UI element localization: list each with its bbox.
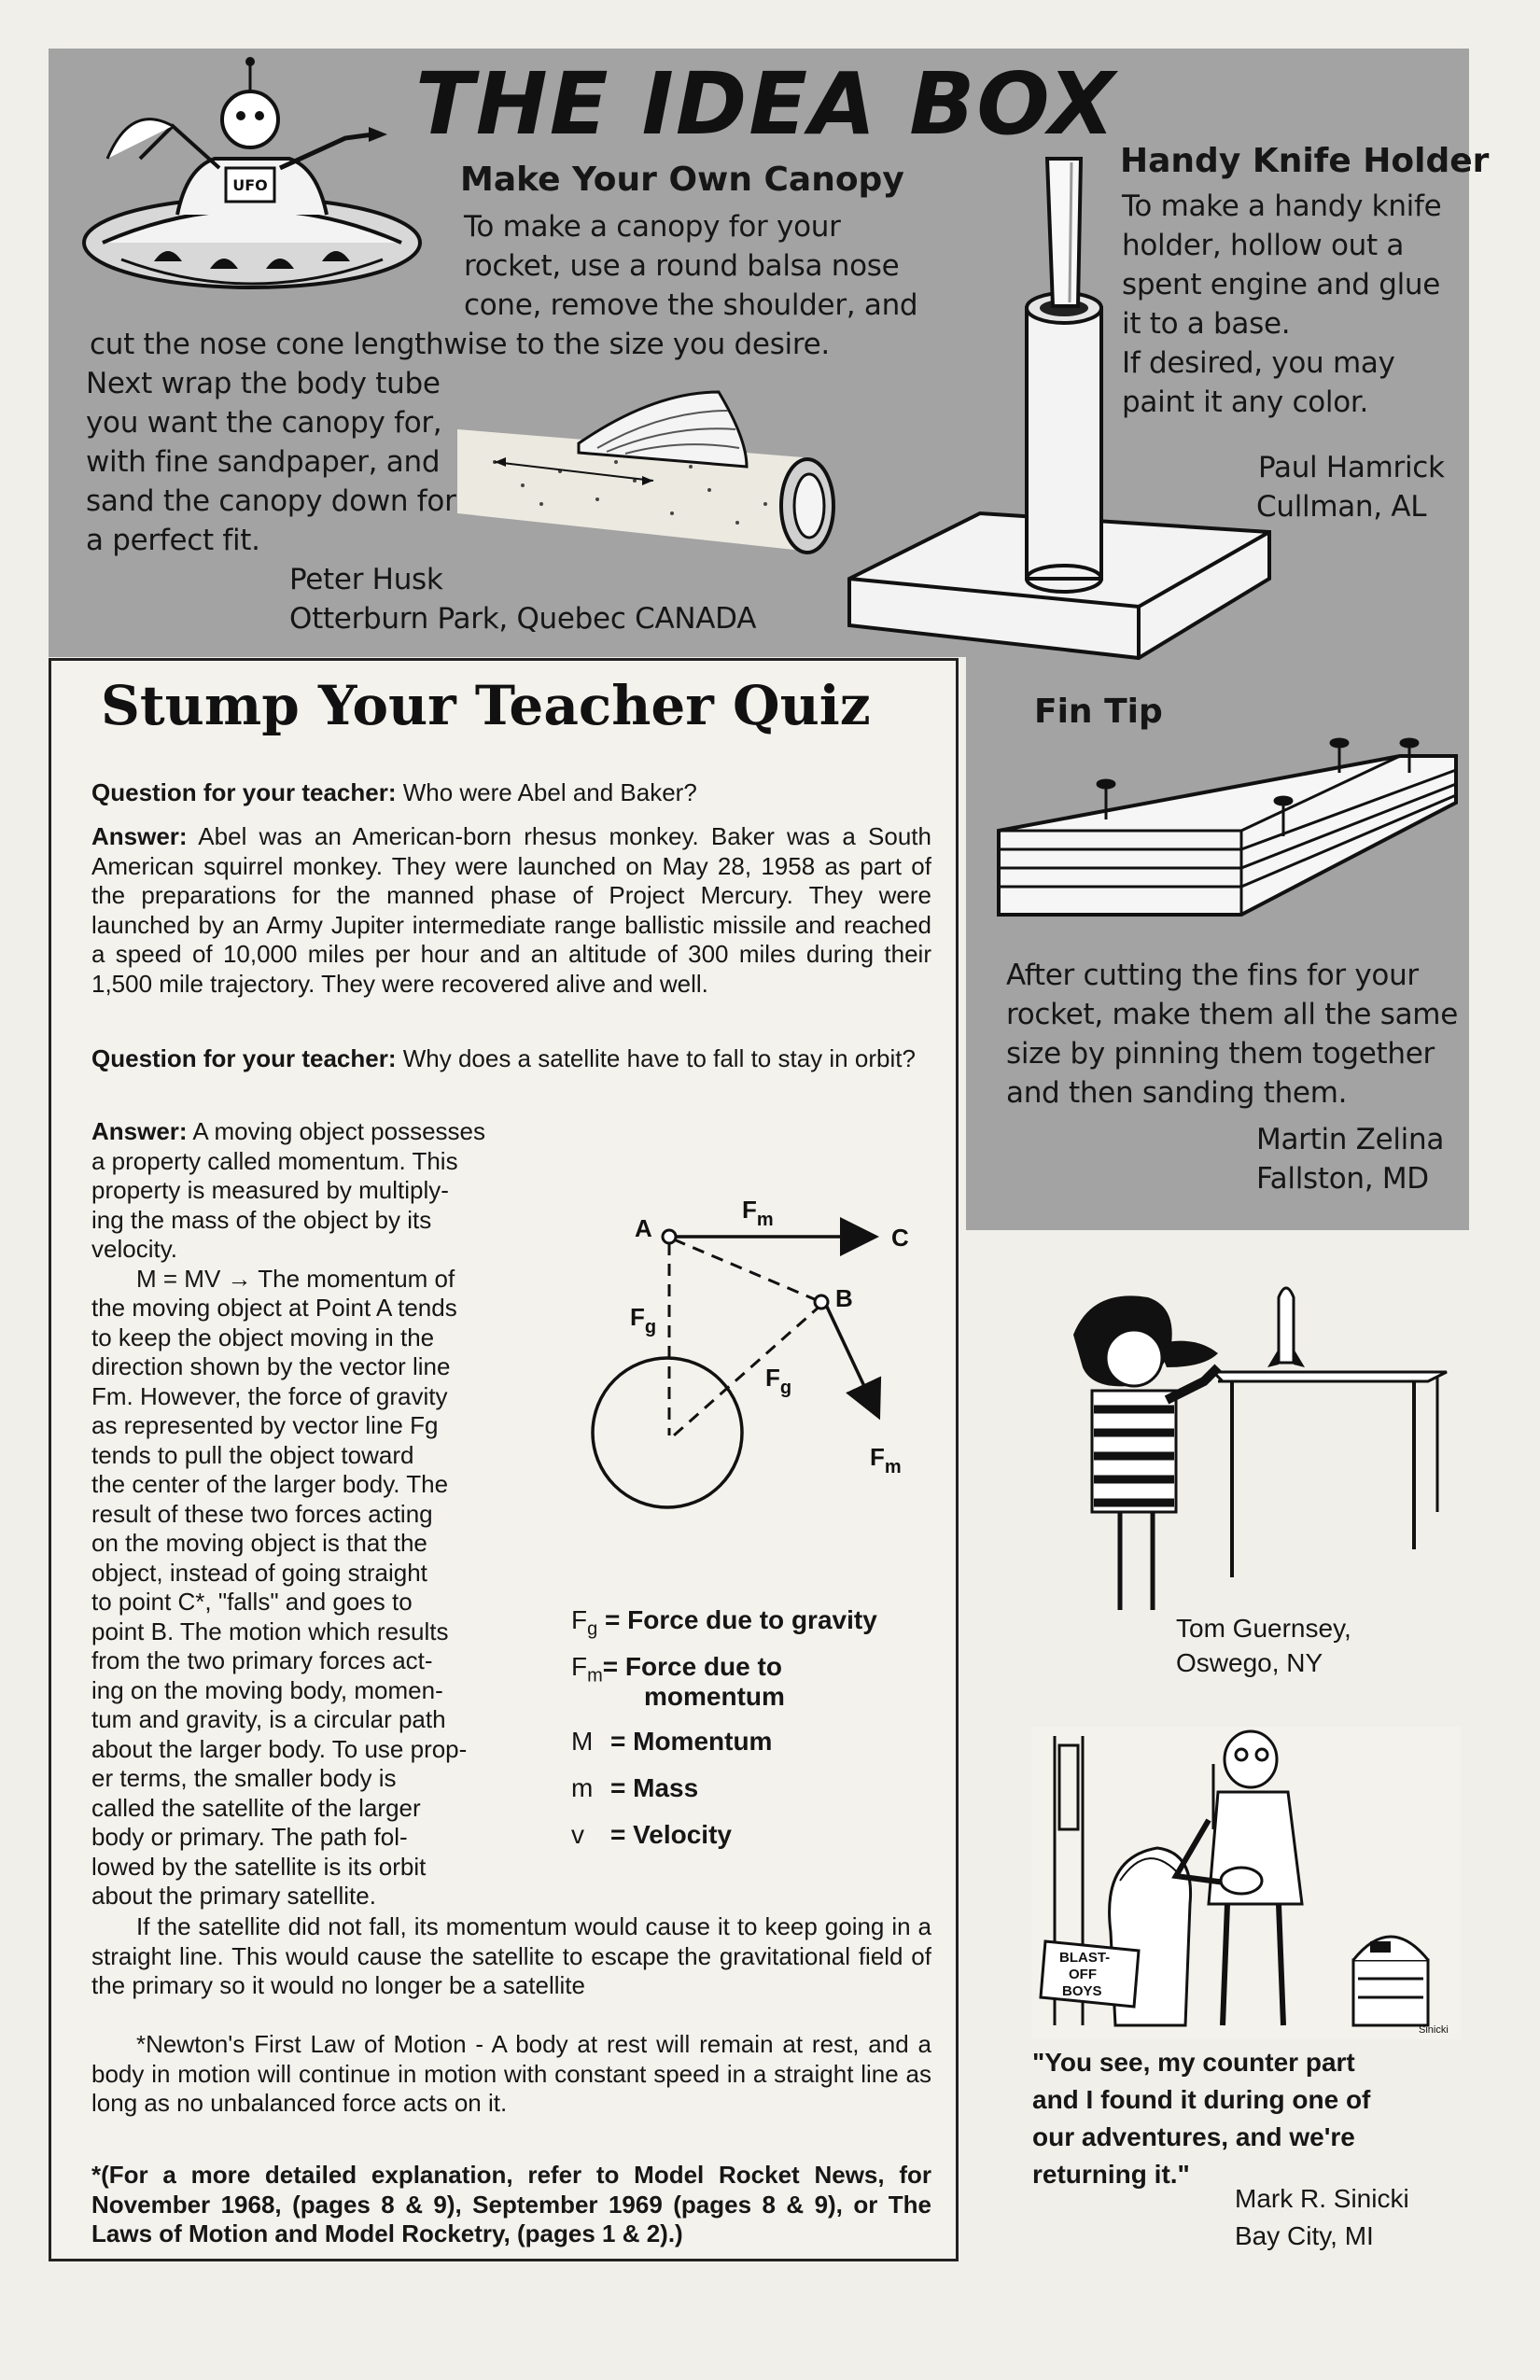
fins-illustration [989,728,1465,933]
sign-line-3: BOYS [1062,1983,1102,1999]
canopy-line: sand the canopy down for [86,484,456,518]
legend-symbol: m [571,1773,594,1802]
quote-line: our adventures, and we're [1032,2122,1355,2151]
answer-line: direction shown by the vector line [91,1352,451,1380]
answer-line: property is measured by multiply- [91,1176,449,1204]
canopy-line: rocket, use a round balsa nose [464,249,900,283]
answer-line: tum and gravity, is a circular path [91,1705,446,1733]
robots-cartoon [1027,1717,1465,2044]
diagram-label-fm-top: $F_m$ [742,1196,774,1230]
fin-tip-text [1006,956,1458,1113]
legend-text: = Force due to gravity [605,1605,877,1634]
canopy-location: Otterburn Park, Quebec CANADA [289,602,757,636]
answer-line: lowed by the satellite is its orbit [91,1852,427,1881]
question-label: Question for your teacher: [91,1044,397,1072]
quote-line: "You see, my counter part [1032,2048,1355,2077]
answer-text: A moving object possesses [192,1117,485,1145]
ufo-label: UFO [232,176,268,194]
answer-label: Answer: [91,822,188,850]
canopy-line: with fine sandpaper, and [86,445,441,479]
canopy-text-left [86,364,456,560]
canopy-line: cone, remove the shoulder, and [464,288,918,322]
knife-line: To make a handy knife [1122,189,1442,223]
diagram-legend [571,1605,877,1867]
legend-text: momentum [644,1682,785,1711]
answer-label: Answer: [91,1117,188,1145]
canopy-heading: Make Your Own Canopy [460,161,904,199]
knife-author: Paul Hamrick [1258,451,1445,484]
legend-text: = Force due to [602,1652,782,1681]
legend-row [571,1652,877,1687]
answer-line: Fm. However, the force of gravity [91,1381,448,1410]
legend-row [571,1820,877,1867]
diagram-label-a: A [635,1214,652,1242]
answer-line: about the primary satellite. [91,1882,376,1910]
canopy-line: To make a canopy for your [464,210,841,244]
diagram-label-fg-left: $F_g$ [630,1303,657,1337]
legend-symbol: F [571,1605,588,1634]
answer-line: velocity. [91,1235,177,1263]
ufo-illustration [65,37,457,317]
answer-line: tends to pull the object toward [91,1440,414,1469]
knife-heading: Handy Knife Holder [1120,142,1490,180]
answer-line: on the moving object is that the [91,1529,427,1557]
quiz-a1 [91,822,931,999]
legend-row [571,1682,877,1727]
answer-line: ing on the moving body, momen- [91,1675,443,1704]
legend-text: = Momentum [610,1727,773,1756]
answer-line: M = MV → The momentum of [136,1264,455,1293]
answer-line: a property called momentum. This [91,1146,458,1175]
knife-line: paint it any color. [1122,385,1369,419]
legend-symbol: M [571,1727,594,1756]
sign-line-2: OFF [1069,1967,1097,1982]
answer-line: object, instead of going straight [91,1558,427,1587]
answer-line: the center of the larger body. The [91,1470,449,1498]
body-tube-illustration [439,373,868,560]
legend-text: = Mass [610,1773,699,1802]
answer-line: body or primary. The path fol- [91,1823,408,1851]
cartoon2-quote [1032,2044,1370,2193]
legend-symbol: F [571,1652,588,1681]
knife-line: spent engine and glue [1122,268,1441,301]
question-text: Why does a satellite have to fall to stay in orbit? [396,1044,916,1072]
answer-line: from the two primary forces act- [91,1646,433,1674]
canopy-line: Next wrap the body tube [86,367,441,400]
idea-box-title: THE IDEA BOX [415,54,1117,154]
cartoon1-name: Tom Guernsey, [1176,1614,1351,1643]
canopy-author: Peter Husk [289,563,443,596]
quote-line: and I found it during one of [1032,2085,1371,2114]
knife-text [1122,187,1441,422]
fin-tip-heading: Fin Tip [1034,693,1163,731]
knife-line: If desired, you may [1122,346,1395,380]
answer-line: point B. The motion which results [91,1617,449,1645]
legend-row [571,1773,877,1820]
answer-line: ing the mass of the object by its [91,1205,432,1234]
cartoon1-location: Oswego, NY [1176,1648,1323,1677]
answer-line: to point C*, "falls" and goes to [91,1588,413,1616]
fin-tip-line: rocket, make them all the same [1006,998,1458,1031]
cartoon-signature: Sinicki [1419,2024,1449,2036]
quiz-para-fall: If the satellite did not fall, its momentum would cause it to keep going in a straight line. This would cause the satellite to escape the gravitational field of the primary so it would no longer be a satellite [91,1912,931,1999]
diagram-label-fm-bottom: $F_m$ [870,1443,902,1477]
fin-tip-line: size by pinning them together [1006,1037,1435,1071]
quiz-para-newton: *Newton's First Law of Motion - A body at rest will remain at rest, and a body in motion will continue in motion with constant speed in a straight line as long as no unbalanced force acts on it. [91,2030,931,2117]
answer-line: result of these two forces acting [91,1499,433,1528]
question-label: Question for your teacher: [91,778,397,806]
answer-line: er terms, the smaller body is [91,1764,397,1792]
legend-row [571,1727,877,1773]
quiz-footnote: *(For a more detailed explanation, refer to Model Rocket News, for November 1968, (pages 8 & 9), September 1969 (pages 8 & 9), or The Laws of Motion and Model Rocketry, (pages 1 & 2).) [91,2161,931,2247]
answer-line: to keep the object moving in the [91,1323,435,1351]
quiz-title: Stump Your Teacher Quiz [101,674,871,737]
quiz-q1 [91,778,931,808]
fin-tip-location: Fallston, MD [1256,1162,1429,1196]
answer-line: called the satellite of the larger [91,1793,421,1822]
canopy-line-full: cut the nose cone lengthwise to the size you desire. [90,328,830,361]
cartoon2-author: Mark R. Sinicki [1235,2184,1409,2213]
legend-symbol: v [571,1820,584,1849]
orbit-diagram [569,1185,943,1540]
sign-line-1: BLAST- [1059,1950,1111,1966]
quiz-q2 [91,1044,931,1074]
quiz-a2 [91,1117,532,1911]
knife-line: holder, hollow out a [1122,229,1405,262]
diagram-label-b: B [835,1284,853,1312]
knife-location: Cullman, AL [1256,490,1427,524]
quote-line: returning it." [1032,2160,1190,2189]
cartoon2-location: Bay City, MI [1235,2221,1374,2250]
question-text: Who were Abel and Baker? [396,778,697,806]
knife-line: it to a base. [1122,307,1291,341]
fin-tip-line: and then sanding them. [1006,1076,1348,1110]
answer-line: as represented by vector line Fg [91,1411,439,1439]
canopy-line: a perfect fit. [86,524,260,557]
answer-line: the moving object at Point A tends [91,1294,457,1322]
diagram-label-c: C [891,1224,909,1252]
answer-line: about the larger body. To use prop- [91,1734,468,1763]
legend-sub: m [587,1665,603,1687]
answer-text: Abel was an American-born rhesus monkey. Baker was a South American squirrel monkey. They were launched on May 28, 1958 as part of the preparations for the manned phase of Project Mercury. They were launched by an Army Jupiter intermediate range ballistic missile and reached a speed of 10,000 miles per hour and an altitude of 300 miles during their 1,500 mile trajectory. They were recovered alive and well. [91,822,931,998]
legend-row [571,1605,877,1652]
answer-line [91,1117,532,1147]
legend-text: = Velocity [610,1820,732,1849]
fin-tip-line: After cutting the fins for your [1006,959,1419,992]
boy-rocket-cartoon [1055,1279,1465,1615]
diagram-label-fg-diag: $F_g$ [765,1364,792,1398]
legend-sub: g [587,1618,598,1640]
canopy-line: you want the canopy for, [86,406,442,440]
fin-tip-author: Martin Zelina [1256,1123,1445,1156]
